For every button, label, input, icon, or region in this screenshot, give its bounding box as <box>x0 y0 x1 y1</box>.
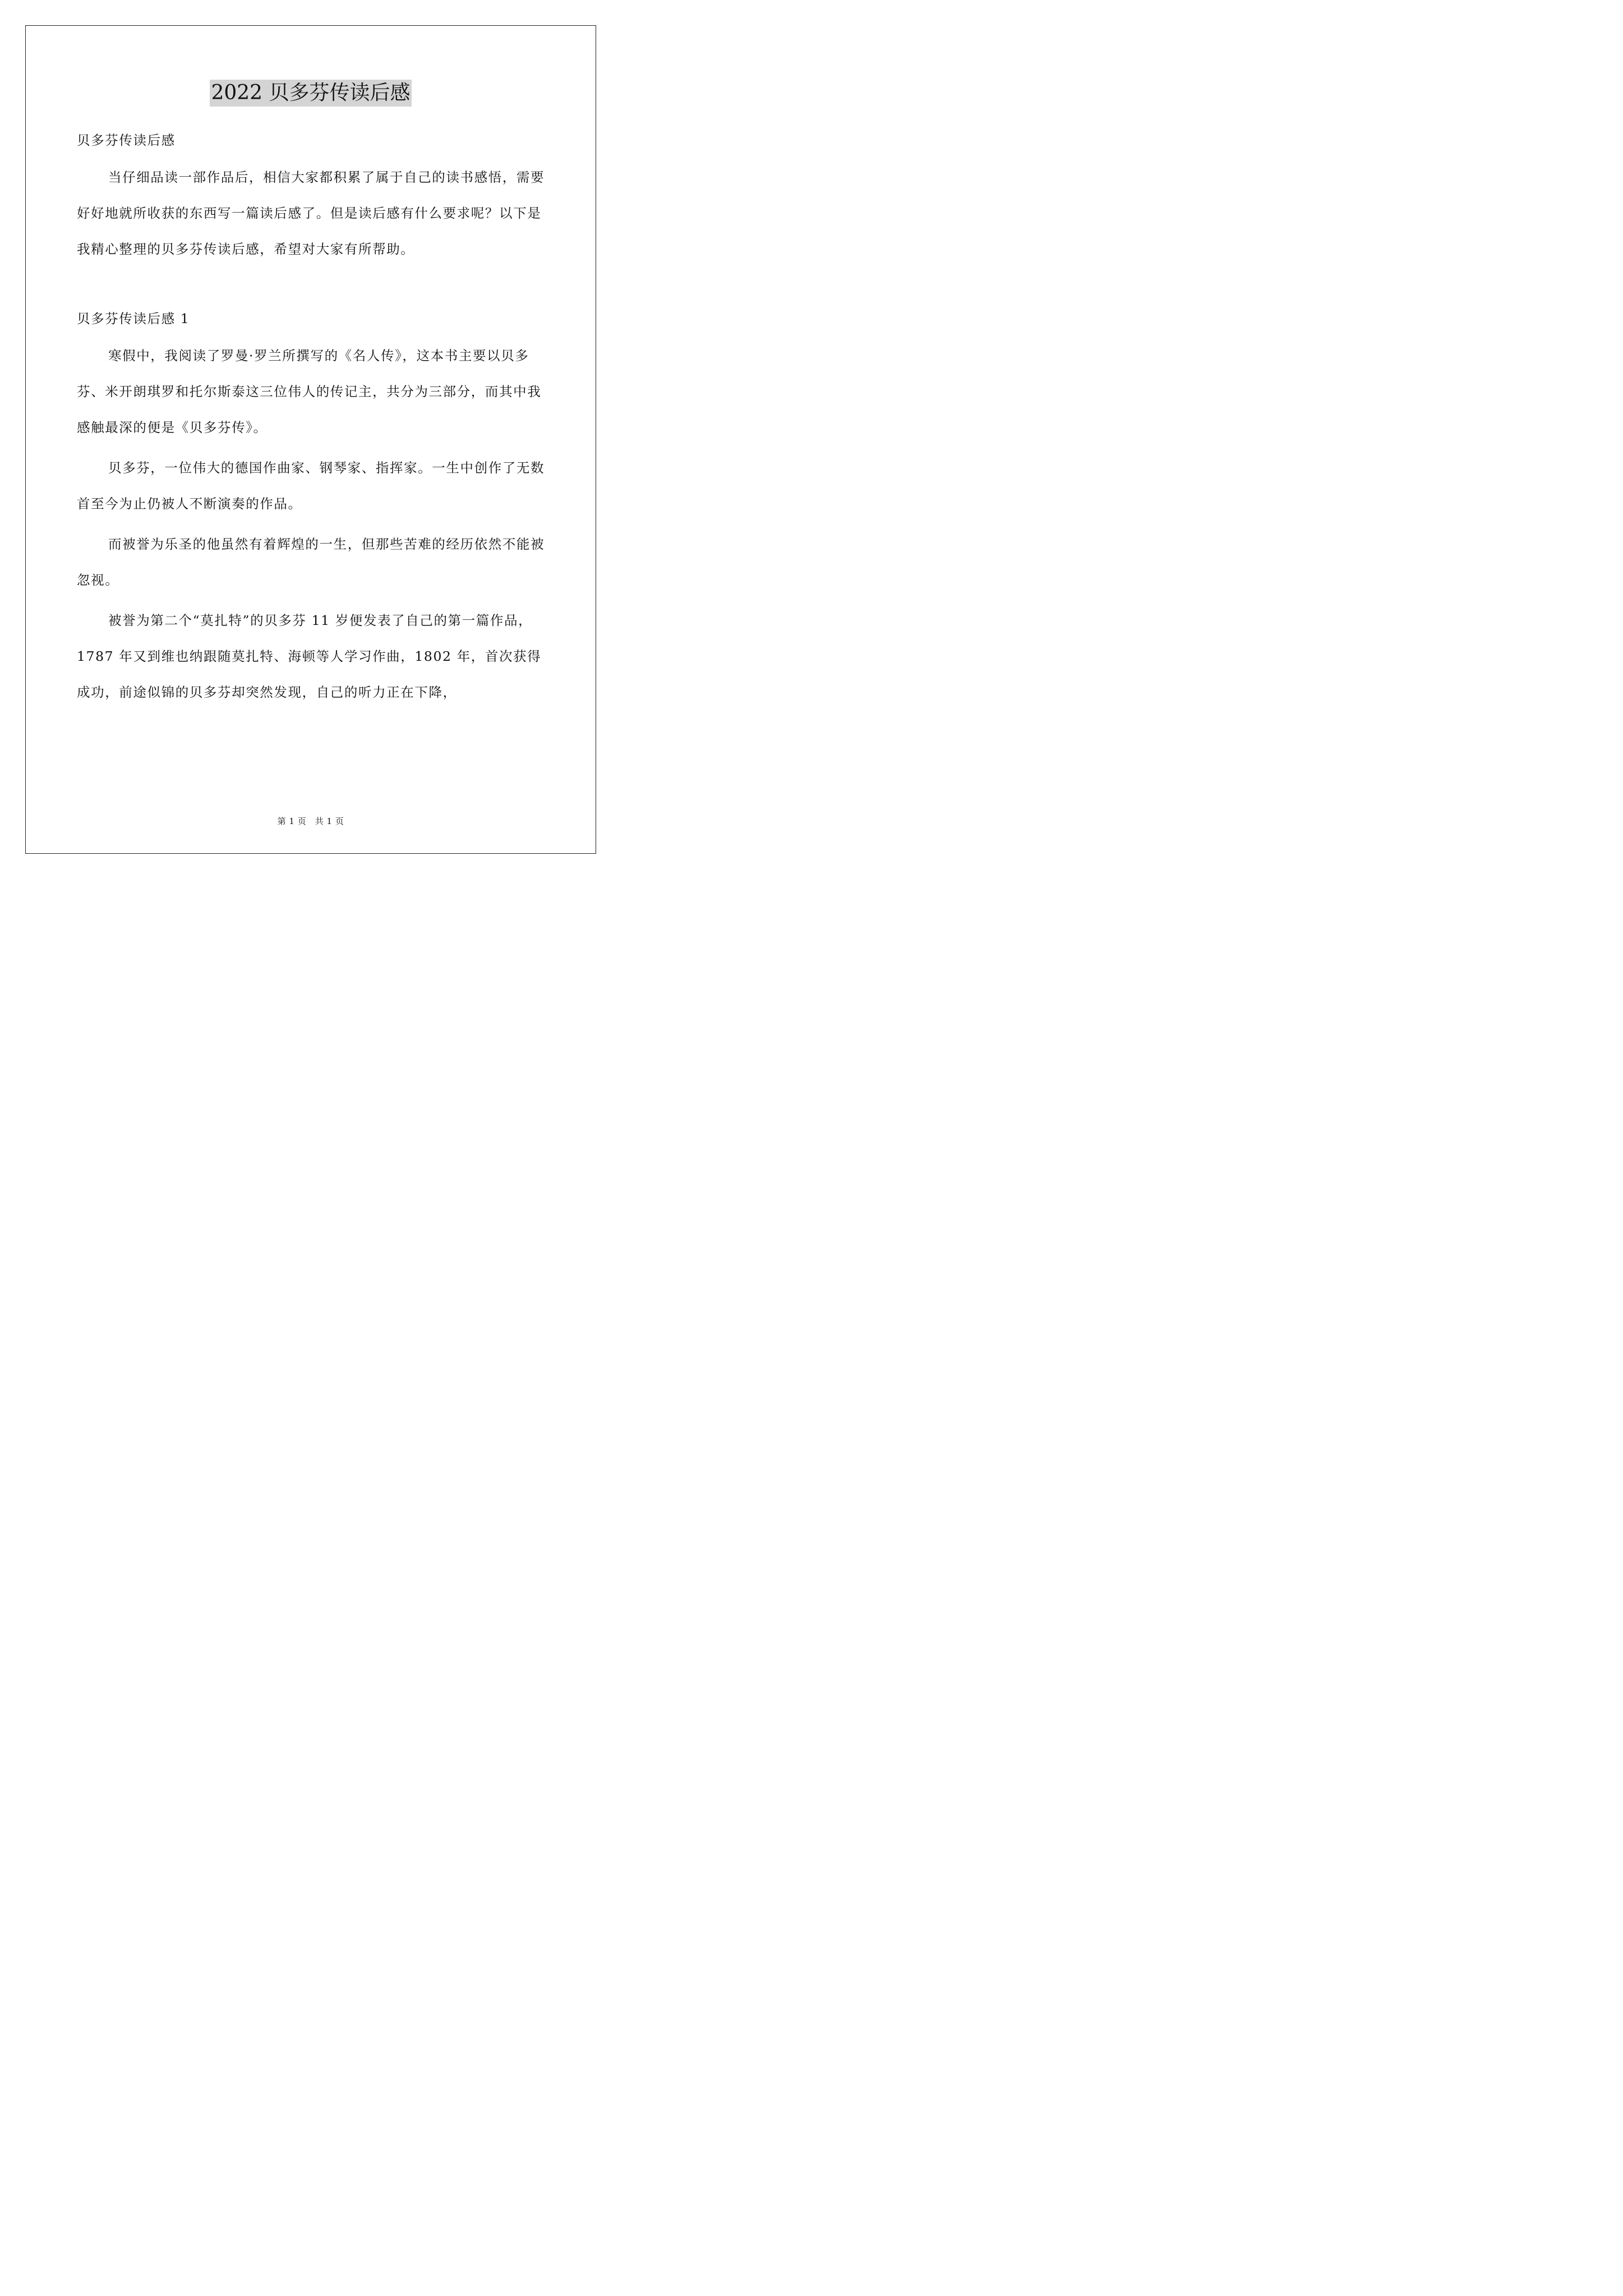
title-container <box>0 80 621 107</box>
body-paragraph: 寒假中，我阅读了罗曼·罗兰所撰写的《名人传》，这本书主要以贝多芬、米开朗琪罗和托尔斯泰这三位伟人的传记主，共分为三部分，而其中我感触最深的便是《贝多芬传》。 <box>77 348 542 435</box>
body-paragraph: 贝多芬，一位伟大的德国作曲家、钢琴家、指挥家。一生中创作了无数首至今为止仍被人不断演奏的作品。 <box>77 460 545 512</box>
page-footer: 第 1 页 共 1 页 <box>277 816 344 826</box>
body-paragraph: 而被誉为乐圣的他虽然有着辉煌的一生，但那些苦难的经历依然不能被忽视。 <box>77 536 545 588</box>
document-subtitle: 贝多芬传读后感 <box>77 132 176 148</box>
body-paragraph: 被誉为第二个“莫扎特”的贝多芬 11 岁便发表了自己的第一篇作品，1787 年又到维也纳跟随莫扎特、海顿等人学习作曲，1802 年，首次获得成功，前途似锦的贝多芬却突然发现，自己的听力正在下降， <box>77 613 542 700</box>
document-body <box>77 118 548 710</box>
intro-paragraph: 当仔细品读一部作品后，相信大家都积累了属于自己的读书感悟，需要好好地就所收获的东西写一篇读后感了。但是读后感有什么要求呢？以下是我精心整理的贝多芬传读后感，希望对大家有所帮助。 <box>77 169 545 257</box>
document-title: 2022 贝多芬传读后感 <box>210 80 411 107</box>
section-heading: 贝多芬传读后感 1 <box>77 311 190 326</box>
